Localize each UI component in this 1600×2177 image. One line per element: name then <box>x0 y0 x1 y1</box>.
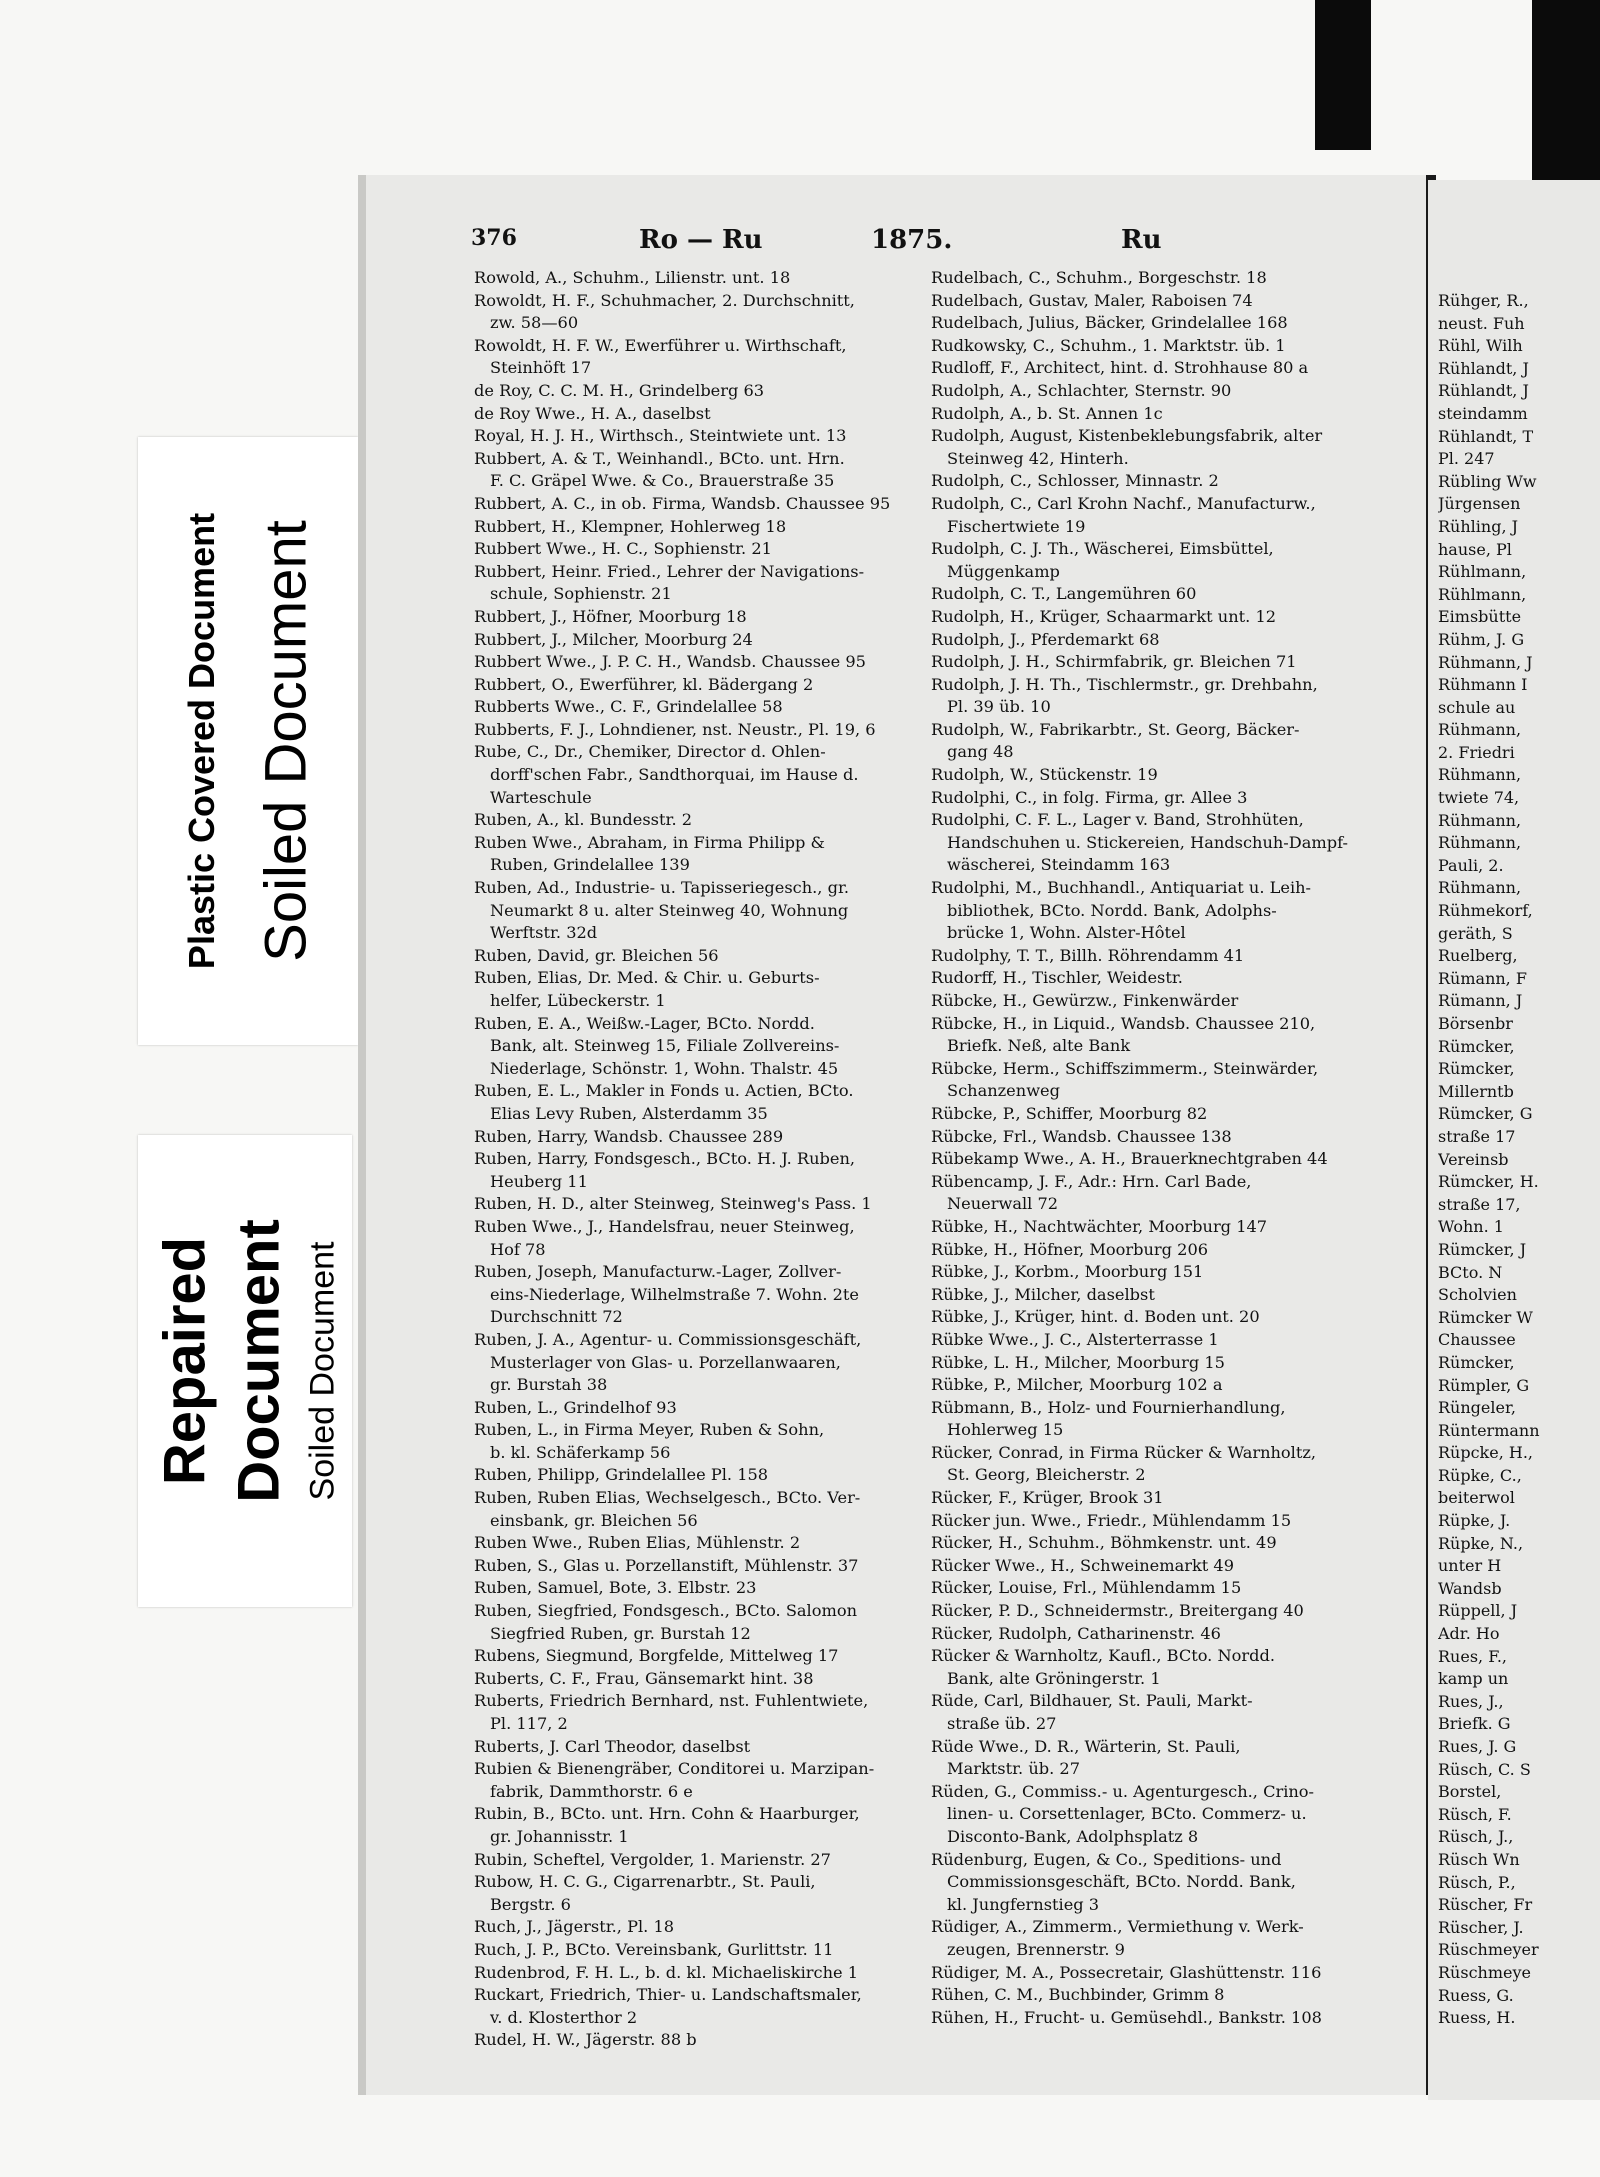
directory-entry-line: Rudelbach, C., Schuhm., Borgeschstr. 18 <box>931 268 1267 287</box>
directory-entry-line: Ruberts, Friedrich Bernhard, nst. Fuhlentwiete, <box>474 1691 869 1711</box>
fragment-line: Eimsbütte <box>1438 607 1522 627</box>
directory-entry-line: Rowoldt, H. F., Schuhmacher, 2. Durchschnitt, <box>474 290 855 310</box>
fragment-line: Rühl, Wilh <box>1438 336 1523 356</box>
fragment-line: Briefk. G <box>1438 1714 1511 1734</box>
fragment-line: Pl. 247 <box>1438 449 1495 469</box>
fragment-line: Rüscher, Fr <box>1438 1895 1533 1915</box>
directory-entry-line: Ruben, David, gr. Bleichen 56 <box>474 945 719 965</box>
fragment-line: Börsenbr <box>1438 1014 1513 1033</box>
directory-entry-line: Rübcke, Frl., Wandsb. Chaussee 138 <box>931 1126 1232 1146</box>
fragment-line: Chaussee <box>1438 1330 1516 1350</box>
fragment-line: Rümcker, G <box>1438 1104 1533 1124</box>
fragment-line: Rümcker W <box>1438 1307 1533 1327</box>
fragment-line: Ruess, G. <box>1438 1985 1514 2005</box>
directory-entry-line: linen- u. Corsettenlager, BCto. Commerz- u. <box>947 1804 1307 1824</box>
fragment-line: schule au <box>1438 697 1516 717</box>
fragment-line: Jürgensen <box>1438 494 1521 514</box>
directory-entry-line: Rüde, Carl, Bildhauer, St. Pauli, Markt- <box>931 1691 1253 1711</box>
directory-entry-line: Rubin, B., BCto. unt. Hrn. Cohn & Haarburger, <box>474 1804 860 1824</box>
directory-entry-line: Rücker, H., Schuhm., Böhmkenstr. unt. 49 <box>931 1533 1277 1553</box>
fragment-line: Rühlandt, J <box>1438 381 1529 401</box>
directory-entry-line: Rubens, Siegmund, Borgfelde, Mittelweg 17 <box>474 1646 839 1666</box>
film-mark-right <box>1532 0 1600 185</box>
directory-entry-line: de Roy Wwe., H. A., daselbst <box>474 403 711 423</box>
directory-entry-line: de Roy, C. C. M. H., Grindelberg 63 <box>474 380 765 400</box>
directory-entry-line: zeugen, Brennerstr. 9 <box>947 1939 1125 1959</box>
directory-entry-line: Rubberts Wwe., C. F., Grindelallee 58 <box>474 697 783 717</box>
directory-entry-line: Rudolphi, C., in folg. Firma, gr. Allee 3 <box>931 787 1248 807</box>
directory-entry-line: Rücker, P. D., Schneidermstr., Breitergang 40 <box>931 1601 1304 1621</box>
directory-entry-line: Heuberg 11 <box>490 1171 588 1191</box>
directory-entry-line: Rubberts, F. J., Lohndiener, nst. Neustr., Pl. 19, 6 <box>474 719 876 739</box>
directory-entry-line: Ruben, S., Glas u. Porzellanstift, Mühlenstr. 37 <box>474 1555 859 1575</box>
fragment-line: twiete 74, <box>1438 788 1520 808</box>
directory-entry-line: Ruben, H. D., alter Steinweg, Steinweg's Pass. 1 <box>474 1194 872 1214</box>
directory-entry-line: Ruben, L., in Firma Meyer, Ruben & Sohn, <box>474 1420 825 1440</box>
directory-entry-line: Ruben, A., kl. Bundesstr. 2 <box>474 810 693 830</box>
fragment-line: Rühlandt, T <box>1438 426 1534 446</box>
directory-entry-line: Rüdiger, A., Zimmerm., Vermiethung v. Werk- <box>931 1917 1304 1937</box>
directory-entry-line: Rubbert, J., Höfner, Moorburg 18 <box>474 606 747 626</box>
fragment-line: Rühmekorf, <box>1438 901 1533 921</box>
fragment-line: kamp un <box>1438 1669 1509 1689</box>
directory-entry-line: Rubbert, O., Ewerführer, kl. Bädergang 2 <box>474 674 814 694</box>
directory-entry-line: bibliothek, BCto. Nordd. Bank, Adolphs- <box>947 900 1277 920</box>
fragment-line: geräth, S <box>1438 923 1513 943</box>
page-number: 376 <box>471 225 517 251</box>
directory-entry-line: Siegfried Ruben, gr. Burstah 12 <box>490 1623 751 1643</box>
directory-entry-line: Ruben, Ruben Elias, Wechselgesch., BCto. Ver- <box>474 1488 861 1508</box>
directory-entry-line: gr. Burstah 38 <box>490 1375 608 1395</box>
directory-entry-line: gang 48 <box>947 742 1014 762</box>
label-soiled-2: Soiled Document <box>303 1241 342 1501</box>
directory-entry-line: Rücker, F., Krüger, Brook 31 <box>931 1488 1164 1508</box>
fragment-line: Rüscher, J. <box>1438 1917 1524 1937</box>
directory-entry-line: Rübke, J., Krüger, hint. d. Boden unt. 20 <box>931 1307 1260 1327</box>
directory-entry-line: schule, Sophienstr. 21 <box>490 584 672 604</box>
fragment-line: Rüppell, J <box>1438 1601 1518 1621</box>
directory-entry-line: Schanzenweg <box>947 1081 1060 1101</box>
directory-entry-line: Rücker Wwe., H., Schweinemarkt 49 <box>931 1555 1235 1575</box>
directory-entry-line: Pl. 39 üb. 10 <box>947 697 1051 717</box>
fragment-line: Adr. Ho <box>1438 1624 1500 1644</box>
directory-entry-line: Rudolph, C., Carl Krohn Nachf., Manufacturw., <box>931 493 1316 513</box>
directory-entry-line: Ruben, L., Grindelhof 93 <box>474 1397 677 1417</box>
directory-entry-line: Rübke, J., Korbm., Moorburg 151 <box>931 1262 1204 1282</box>
condition-label-repaired-soiled <box>138 1135 352 1607</box>
column-fragment <box>1438 290 1598 2030</box>
fragment-line: Rüpcke, H., <box>1438 1443 1534 1463</box>
fragment-line: unter H <box>1438 1556 1502 1576</box>
directory-entry-line: Ruben, Philipp, Grindelallee Pl. 158 <box>474 1465 769 1485</box>
directory-entry-line: Bank, alte Gröningerstr. 1 <box>947 1668 1161 1688</box>
directory-entry-line: Ruben, Ad., Industrie- u. Tapisseriegesch., gr. <box>474 878 850 898</box>
directory-entry-line: Rüdenburg, Eugen, & Co., Speditions- und <box>931 1849 1282 1869</box>
directory-entry-line: Rudolph, W., Stückenstr. 19 <box>931 765 1158 785</box>
directory-entry-line: Rubbert, H., Klempner, Hohlerweg 18 <box>474 516 787 536</box>
fragment-line: Rüschmeye <box>1438 1962 1531 1982</box>
directory-entry-line: Rudenbrod, F. H. L., b. d. kl. Michaeliskirche 1 <box>474 1962 859 1982</box>
fragment-line: Rümcker, <box>1438 1059 1515 1079</box>
directory-entry-line: Warteschule <box>490 787 592 807</box>
directory-entry-line: Rudolphi, C. F. L., Lager v. Band, Strohhüten, <box>931 810 1304 830</box>
directory-entry-line: Durchschnitt 72 <box>490 1307 623 1327</box>
label-soiled: Soiled Document <box>253 520 319 962</box>
directory-entry-line: Ruben Wwe., Abraham, in Firma Philipp & <box>474 832 825 852</box>
label-document: Document <box>226 1219 292 1503</box>
directory-entry-line: Rübmann, B., Holz- und Fournierhandlung, <box>931 1397 1286 1417</box>
fragment-line: Rüsch Wn <box>1438 1849 1520 1869</box>
directory-entry-line: Rübencamp, J. F., Adr.: Hrn. Carl Bade, <box>931 1171 1252 1191</box>
column-left <box>474 267 936 2052</box>
fragment-line: hause, Pl <box>1438 539 1512 559</box>
directory-entry-line: Rudolph, C., Schlosser, Minnastr. 2 <box>931 471 1219 491</box>
directory-entry-line: Rudolph, J. H. Th., Tischlermstr., gr. Drehbahn, <box>931 674 1318 694</box>
directory-entry-line: Rubbert Wwe., H. C., Sophienstr. 21 <box>474 539 772 559</box>
fragment-line: Wohn. 1 <box>1438 1217 1504 1237</box>
fragment-line: neust. Fuh <box>1438 313 1525 333</box>
fragment-line: Rühling, J <box>1438 516 1519 536</box>
directory-entry-line: Rubien & Bienengräber, Conditorei u. Marzipan- <box>474 1759 875 1779</box>
directory-entry-line: Rübcke, H., Gewürzw., Finkenwärder <box>931 991 1239 1010</box>
fragment-line: Borstel, <box>1438 1782 1502 1802</box>
directory-entry-line: Rücker, Conrad, in Firma Rücker & Warnholtz, <box>931 1442 1317 1462</box>
directory-entry-line: Elias Levy Ruben, Alsterdamm 35 <box>490 1103 768 1123</box>
fragment-line: Rues, J. G <box>1438 1737 1517 1756</box>
fragment-line: Ruess, H. <box>1438 2008 1516 2028</box>
fragment-line: straße 17, <box>1438 1194 1521 1214</box>
directory-entry-line: Rudolph, J., Pferdemarkt 68 <box>931 629 1160 649</box>
directory-entry-line: wäscherei, Steindamm 163 <box>947 855 1171 875</box>
fragment-line: Rüntermann <box>1438 1420 1540 1440</box>
fragment-line: steindamm <box>1438 403 1528 423</box>
directory-page <box>358 175 1436 2095</box>
directory-entry-line: Ruben, Siegfried, Fondsgesch., BCto. Salomon <box>474 1601 858 1621</box>
directory-entry-line: Rube, C., Dr., Chemiker, Director d. Ohlen- <box>474 742 826 762</box>
directory-entry-line: kl. Jungfernstieg 3 <box>947 1894 1100 1914</box>
directory-entry-line: Fischertwiete 19 <box>947 516 1086 536</box>
directory-entry-line: gr. Johannisstr. 1 <box>490 1826 629 1846</box>
directory-entry-line: Rubbert Wwe., J. P. C. H., Wandsb. Chaussee 95 <box>474 652 866 672</box>
directory-entry-line: Rudolph, W., Fabrikarbtr., St. Georg, Bäcker- <box>931 719 1300 739</box>
fragment-line: Rues, J., <box>1438 1691 1504 1711</box>
directory-entry-line: F. C. Gräpel Wwe. & Co., Brauerstraße 35 <box>490 471 835 491</box>
fragment-line: Rüschmeyer <box>1438 1940 1539 1960</box>
year: 1875. <box>871 225 953 255</box>
directory-entry-line: Rudolph, H., Krüger, Schaarmarkt unt. 12 <box>931 606 1277 626</box>
directory-entry-line: Marktstr. üb. 27 <box>947 1759 1081 1779</box>
directory-entry-line: brücke 1, Wohn. Alster-Hôtel <box>947 923 1186 943</box>
directory-entry-line: Ruben, Joseph, Manufacturw.-Lager, Zollver- <box>474 1262 842 1282</box>
fragment-line: Rühmann, J <box>1438 652 1533 672</box>
fragment-line: Rühm, J. G <box>1438 629 1525 649</box>
directory-entry-line: Ruberts, C. F., Frau, Gänsemarkt hint. 38 <box>474 1668 814 1688</box>
directory-entry-line: Werftstr. 32d <box>490 923 598 943</box>
fragment-line: Rues, F., <box>1438 1646 1507 1666</box>
directory-entry-line: Rübekamp Wwe., A. H., Brauerknechtgraben 44 <box>931 1149 1328 1169</box>
directory-entry-line: Ruckart, Friedrich, Thier- u. Landschaftsmaler, <box>474 1985 862 2005</box>
fragment-line: 2. Friedri <box>1438 742 1515 762</box>
fragment-line: Rühmann, <box>1438 720 1522 740</box>
directory-entry-line: Ruben, Harry, Wandsb. Chaussee 289 <box>474 1126 784 1146</box>
fragment-line: straße 17 <box>1438 1126 1516 1146</box>
directory-entry-line: Rüde Wwe., D. R., Wärterin, St. Pauli, <box>931 1736 1241 1756</box>
section-letters: Ru <box>1121 225 1162 255</box>
directory-entry-line: zw. 58—60 <box>490 313 579 333</box>
directory-entry-line: Rudkowsky, C., Schuhm., 1. Marktstr. üb. 1 <box>931 335 1286 355</box>
fragment-line: Rümcker, H. <box>1438 1172 1539 1192</box>
directory-entry-line: Neuerwall 72 <box>947 1194 1059 1214</box>
directory-entry-line: Ruben, E. A., Weißw.-Lager, BCto. Nordd. <box>474 1013 815 1033</box>
directory-entry-line: Ruben Wwe., Ruben Elias, Mühlenstr. 2 <box>474 1533 801 1553</box>
directory-entry-line: Ruch, J. P., BCto. Vereinsbank, Gurlittstr. 11 <box>474 1939 834 1959</box>
directory-entry-line: Bergstr. 6 <box>490 1894 571 1914</box>
directory-entry-line: Niederlage, Schönstr. 1, Wohn. Thalstr. 45 <box>490 1058 839 1078</box>
directory-entry-line: Rüdiger, M. A., Possecretair, Glashüttenstr. 116 <box>931 1962 1322 1982</box>
directory-entry-line: Ruben, Harry, Fondsgesch., BCto. H. J. Ruben, <box>474 1149 856 1169</box>
directory-entry-line: Müggenkamp <box>947 561 1060 581</box>
directory-entry-line: Rudloff, F., Architect, hint. d. Strohhause 80 a <box>931 358 1309 378</box>
directory-entry-line: Rubbert, A. C., in ob. Firma, Wandsb. Chaussee 95 <box>474 493 891 513</box>
directory-entry-line: Rübke, L. H., Milcher, Moorburg 15 <box>931 1352 1225 1372</box>
directory-entry-line: Rübke, P., Milcher, Moorburg 102 a <box>931 1375 1223 1395</box>
fragment-line: Rüsch, J., <box>1438 1827 1514 1847</box>
fragment-line: Rüngeler, <box>1438 1398 1516 1418</box>
condition-label-plastic-soiled <box>138 437 358 1045</box>
directory-entry-line: Rudel, H. W., Jägerstr. 88 b <box>474 2030 697 2050</box>
fragment-line: Pauli, 2. <box>1438 855 1504 875</box>
directory-entry-line: Rudolph, C. J. Th., Wäscherei, Eimsbüttel, <box>931 539 1274 559</box>
directory-entry-line: Hof 78 <box>490 1239 546 1259</box>
directory-entry-line: Ruben Wwe., J., Handelsfrau, neuer Steinweg, <box>474 1216 855 1236</box>
directory-entry-line: Royal, H. J. H., Wirthsch., Steintwiete unt. 13 <box>474 426 847 446</box>
fragment-line: Scholvien <box>1438 1285 1517 1305</box>
directory-entry-line: Rudolph, J. H., Schirmfabrik, gr. Bleichen 71 <box>931 652 1297 672</box>
directory-entry-line: Ruben, Grindelallee 139 <box>490 855 690 875</box>
directory-entry-line: St. Georg, Bleicherstr. 2 <box>947 1465 1146 1485</box>
fragment-line: Vereinsb <box>1438 1149 1509 1169</box>
fragment-line: BCto. N <box>1438 1262 1503 1282</box>
directory-entry-line: Rudorff, H., Tischler, Weidestr. <box>931 968 1183 988</box>
fragment-line: beiterwol <box>1438 1488 1515 1508</box>
directory-entry-line: fabrik, Dammthorstr. 6 e <box>490 1781 693 1801</box>
directory-entry-line: Hohlerweg 15 <box>947 1420 1064 1440</box>
fragment-line: Rühmann I <box>1438 675 1528 695</box>
fragment-line: Rühmann, <box>1438 765 1522 785</box>
directory-entry-line: Rubbert, A. & T., Weinhandl., BCto. unt. Hrn. <box>474 448 845 468</box>
directory-entry-line: einsbank, gr. Bleichen 56 <box>490 1510 698 1530</box>
fragment-line: Rüpke, J. <box>1438 1511 1511 1531</box>
directory-entry-line: helfer, Lübeckerstr. 1 <box>490 991 666 1010</box>
directory-entry-line: b. kl. Schäferkamp 56 <box>490 1442 671 1462</box>
directory-entry-line: Commissionsgeschäft, BCto. Nordd. Bank, <box>947 1872 1296 1892</box>
fragment-line: Rüsch, P., <box>1438 1872 1516 1892</box>
fragment-line: Rümpler, G <box>1438 1375 1530 1395</box>
directory-entry-line: Ruben, J. A., Agentur- u. Commissionsgeschäft, <box>474 1329 862 1349</box>
directory-entry-line: dorff'schen Fabr., Sandthorquai, im Hause d. <box>490 765 859 785</box>
fragment-line: Rüsch, C. S <box>1438 1759 1531 1779</box>
directory-entry-line: Rücker, Rudolph, Catharinenstr. 46 <box>931 1623 1221 1643</box>
directory-entry-line: Rowoldt, H. F. W., Ewerführer u. Wirthschaft, <box>474 335 847 355</box>
directory-entry-line: Rübcke, Herm., Schiffszimmerm., Steinwärder, <box>931 1058 1319 1078</box>
fragment-line: Rühlmann, <box>1438 584 1527 604</box>
fragment-line: Rühmann, <box>1438 833 1522 853</box>
directory-entry-line: Rübke, H., Höfner, Moorburg 206 <box>931 1239 1209 1259</box>
directory-entry-line: Steinhöft 17 <box>490 358 592 378</box>
fragment-line: Rümann, F <box>1438 968 1527 988</box>
directory-entry-line: Steinweg 42, Hinterh. <box>947 448 1129 468</box>
fragment-line: Rübling Ww <box>1438 471 1537 491</box>
directory-entry-line: Rühen, H., Frucht- u. Gemüsehdl., Bankstr. 108 <box>931 2007 1322 2027</box>
fragment-line: Rümcker, <box>1438 1352 1515 1372</box>
directory-entry-line: Rübke, J., Milcher, daselbst <box>931 1284 1155 1304</box>
directory-entry-line: Rücker & Warnholtz, Kaufl., BCto. Nordd. <box>931 1646 1275 1666</box>
directory-entry-line: Rudolphi, M., Buchhandl., Antiquariat u. Leih- <box>931 878 1312 898</box>
directory-entry-line: Rudolph, A., b. St. Annen 1c <box>931 403 1163 423</box>
directory-entry-line: Rudolph, A., Schlachter, Sternstr. 90 <box>931 380 1232 400</box>
directory-entry-line: Rubbert, Heinr. Fried., Lehrer der Navigations- <box>474 561 865 581</box>
directory-entry-line: Rüden, G., Commiss.- u. Agenturgesch., Crino- <box>931 1781 1315 1801</box>
fragment-line: Rühlandt, J <box>1438 358 1529 378</box>
fragment-line: Rühger, R., <box>1438 291 1529 310</box>
directory-entry-line: Rübcke, P., Schiffer, Moorburg 82 <box>931 1103 1208 1123</box>
label-repaired: Repaired <box>152 1236 218 1486</box>
fragment-line: Rümann, J <box>1438 991 1523 1011</box>
next-page-fragment <box>1428 180 1600 2100</box>
directory-entry-line: Rübke, H., Nachtwächter, Moorburg 147 <box>931 1216 1268 1236</box>
directory-entry-line: Rübcke, H., in Liquid., Wandsb. Chaussee 210, <box>931 1013 1316 1033</box>
directory-entry-line: eins-Niederlage, Wilhelmstraße 7. Wohn. 2te <box>490 1284 859 1304</box>
directory-entry-line: Rudolph, August, Kistenbeklebungsfabrik, alter <box>931 426 1323 446</box>
fragment-line: Wandsb <box>1438 1578 1502 1598</box>
directory-entry-line: Rücker jun. Wwe., Friedr., Mühlendamm 15 <box>931 1510 1292 1530</box>
fragment-line: Rümcker, <box>1438 1036 1515 1056</box>
fragment-line: Rümcker, J <box>1438 1239 1527 1259</box>
fragment-line: Rüpke, N., <box>1438 1533 1524 1553</box>
directory-entry-line: Rühen, C. M., Buchbinder, Grimm 8 <box>931 1985 1225 2005</box>
directory-entry-line: Rudolphy, T. T., Billh. Röhrendamm 41 <box>931 945 1245 965</box>
directory-entry-line: Rücker, Louise, Frl., Mühlendamm 15 <box>931 1578 1242 1598</box>
directory-entry-line: v. d. Klosterthor 2 <box>490 2007 638 2027</box>
directory-entry-line: Ruben, E. L., Makler in Fonds u. Actien, BCto. <box>474 1081 854 1101</box>
fragment-line: Rühmann, <box>1438 810 1522 830</box>
directory-entry-line: straße üb. 27 <box>947 1714 1057 1733</box>
alpha-range: Ro — Ru <box>639 225 763 255</box>
directory-entry-line: Ruben, Elias, Dr. Med. & Chir. u. Geburts- <box>474 968 820 988</box>
directory-entry-line: Rubin, Scheftel, Vergolder, 1. Marienstr. 27 <box>474 1849 831 1869</box>
film-mark-top <box>1315 0 1371 150</box>
fragment-line: Ruelberg, <box>1438 946 1518 966</box>
directory-entry-line: Rübke Wwe., J. C., Alsterterrasse 1 <box>931 1329 1219 1349</box>
fragment-line: Rühmann, <box>1438 878 1522 898</box>
directory-entry-line: Briefk. Neß, alte Bank <box>947 1036 1131 1056</box>
directory-entry-line: Rudelbach, Julius, Bäcker, Grindelallee 168 <box>931 313 1288 333</box>
fragment-line: Millerntb <box>1438 1081 1514 1101</box>
directory-entry-line: Ruben, Samuel, Bote, 3. Elbstr. 23 <box>474 1578 757 1598</box>
directory-entry-line: Handschuhen u. Stickereien, Handschuh-Dampf- <box>947 832 1348 852</box>
page-header <box>471 225 1396 259</box>
fragment-line: Rühlmann, <box>1438 562 1527 582</box>
directory-entry-line: Rowold, A., Schuhm., Lilienstr. unt. 18 <box>474 268 791 287</box>
directory-entry-line: Rubbert, J., Milcher, Moorburg 24 <box>474 629 753 649</box>
column-right <box>931 267 1393 2029</box>
directory-entry-line: Ruch, J., Jägerstr., Pl. 18 <box>474 1917 675 1937</box>
directory-entry-line: Musterlager von Glas- u. Porzellanwaaren, <box>490 1352 841 1372</box>
label-plastic-covered: Plastic Covered Document <box>181 512 222 970</box>
directory-entry-line: Ruberts, J. Carl Theodor, daselbst <box>474 1736 751 1756</box>
directory-entry-line: Neumarkt 8 u. alter Steinweg 40, Wohnung <box>490 900 849 920</box>
directory-entry-line: Bank, alt. Steinweg 15, Filiale Zollvereins- <box>490 1036 840 1056</box>
directory-entry-line: Pl. 117, 2 <box>490 1714 568 1733</box>
directory-entry-line: Rubow, H. C. G., Cigarrenarbtr., St. Pauli, <box>474 1872 816 1892</box>
directory-entry-line: Rudelbach, Gustav, Maler, Raboisen 74 <box>931 290 1253 310</box>
directory-entry-line: Rudolph, C. T., Langemühren 60 <box>931 584 1197 604</box>
fragment-line: Rüpke, C., <box>1438 1465 1522 1485</box>
fragment-line: Rüsch, F. <box>1438 1804 1512 1824</box>
directory-entry-line: Disconto-Bank, Adolphsplatz 8 <box>947 1826 1199 1846</box>
